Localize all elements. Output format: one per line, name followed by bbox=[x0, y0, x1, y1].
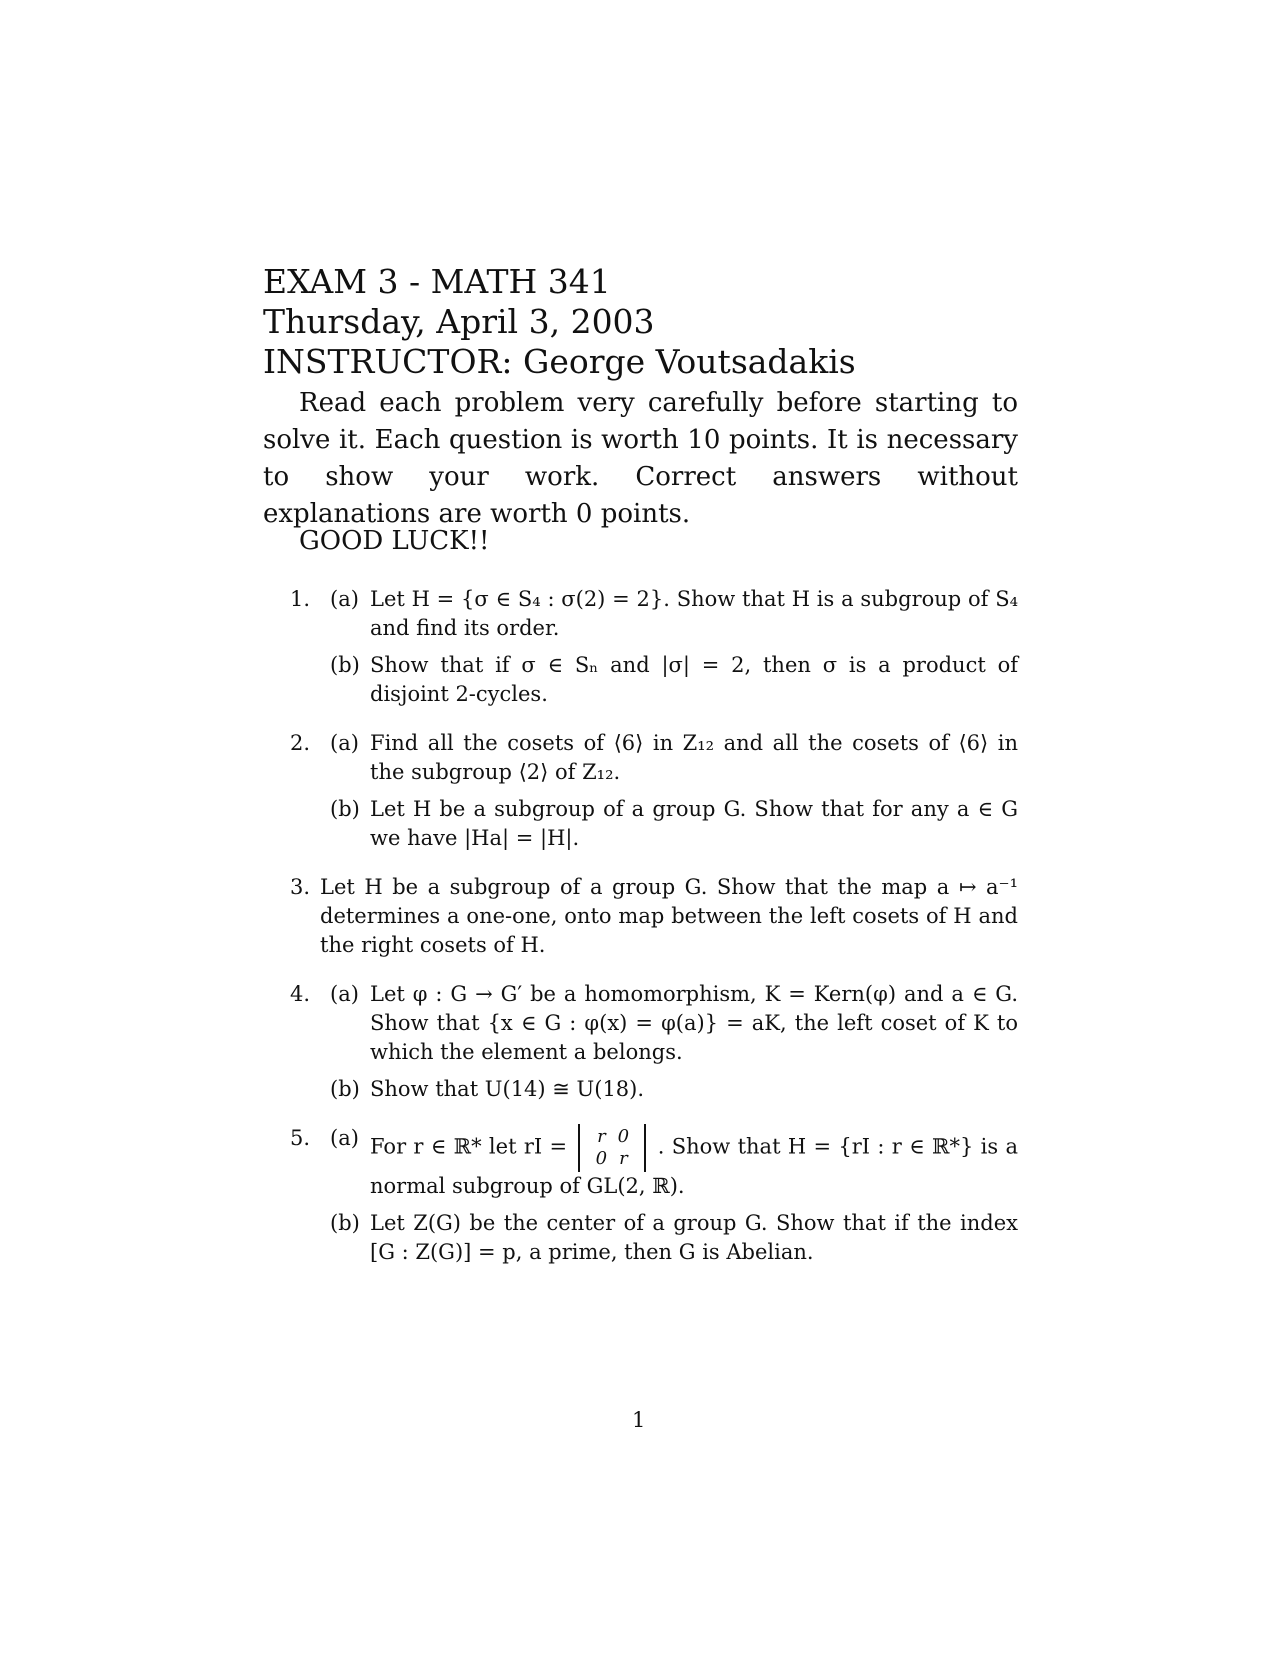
matrix-cell: 0 bbox=[617, 1126, 630, 1147]
exam-date: Thursday, April 3, 2003 bbox=[263, 302, 655, 341]
part-text: Let H be a subgroup of a group G. Show that for any a ∈ G we have |Ha| = |H|. bbox=[370, 797, 1018, 850]
part-text-before: For r ∈ ℝ* let rI = bbox=[370, 1134, 568, 1159]
problem-part bbox=[330, 980, 1018, 1067]
problem-part bbox=[330, 651, 1018, 709]
part-text: Let φ : G → G′ be a homomorphism, K = Kern(φ) and a ∈ G. Show that {x ∈ G : φ(x) = φ(a)} = aK, the left coset of K to which the element a belongs. bbox=[370, 982, 1018, 1064]
problem-part bbox=[330, 585, 1018, 643]
part-label: (a) bbox=[330, 587, 359, 611]
part-label: (a) bbox=[330, 731, 359, 755]
exam-header bbox=[263, 262, 1023, 382]
matrix-cell: r bbox=[597, 1126, 606, 1147]
problem-4 bbox=[290, 980, 1018, 1104]
problem-part bbox=[330, 795, 1018, 853]
problem-part bbox=[330, 1124, 1018, 1201]
part-text: Show that U(14) ≅ U(18). bbox=[370, 1077, 645, 1101]
part-text: Let H = {σ ∈ S₄ : σ(2) = 2}. Show that H is a subgroup of S₄ and find its order. bbox=[370, 587, 1018, 640]
problem-list bbox=[290, 585, 1018, 1287]
problem-number: 3. bbox=[290, 875, 311, 899]
problem-3 bbox=[290, 873, 1018, 960]
matrix-rI bbox=[578, 1124, 646, 1172]
problem-number: 2. bbox=[290, 731, 311, 755]
part-label: (b) bbox=[330, 1077, 360, 1101]
problem-number: 5. bbox=[290, 1126, 311, 1150]
good-luck-text: GOOD LUCK!! bbox=[299, 526, 490, 556]
matrix-cell: r bbox=[619, 1148, 628, 1169]
problem-number: 4. bbox=[290, 982, 311, 1006]
matrix-cell: 0 bbox=[595, 1148, 608, 1169]
problem-text: Let H be a subgroup of a group G. Show that the map a ↦ a⁻¹ determines a one-one, onto map between the left cosets of H and the right cosets of H. bbox=[320, 875, 1018, 957]
problem-part bbox=[330, 729, 1018, 787]
part-text: Find all the cosets of ⟨6⟩ in Z₁₂ and all the cosets of ⟨6⟩ in the subgroup ⟨2⟩ of Z₁₂. bbox=[370, 731, 1018, 784]
matrix-row bbox=[590, 1126, 634, 1148]
part-label: (a) bbox=[330, 982, 359, 1006]
problem-5 bbox=[290, 1124, 1018, 1267]
part-label: (b) bbox=[330, 1211, 360, 1235]
problem-1 bbox=[290, 585, 1018, 709]
part-label: (b) bbox=[330, 653, 360, 677]
problem-part bbox=[330, 1075, 1018, 1104]
exam-instructor: INSTRUCTOR: George Voutsadakis bbox=[263, 342, 856, 381]
problem-part bbox=[330, 1209, 1018, 1267]
matrix-row bbox=[590, 1148, 634, 1170]
exam-instructions: Read each problem very carefully before starting to solve it. Each question is worth 10 points. It is necessary to show your work. Correct answers without explanations are worth 0 points. bbox=[263, 388, 1018, 529]
exam-title: EXAM 3 - MATH 341 bbox=[263, 262, 611, 301]
problem-number: 1. bbox=[290, 587, 311, 611]
page-number: 1 bbox=[632, 1408, 646, 1432]
part-text: Let Z(G) be the center of a group G. Show that if the index [G : Z(G)] = p, a prime, then G is Abelian. bbox=[370, 1211, 1018, 1264]
part-text: Show that if σ ∈ Sₙ and |σ| = 2, then σ is a product of disjoint 2-cycles. bbox=[370, 653, 1018, 706]
part-label: (b) bbox=[330, 797, 360, 821]
part-text-after: . Show that H = {rI : r ∈ ℝ*} is a normal subgroup of GL(2, ℝ). bbox=[370, 1134, 1018, 1198]
part-label: (a) bbox=[330, 1126, 359, 1150]
problem-2 bbox=[290, 729, 1018, 853]
